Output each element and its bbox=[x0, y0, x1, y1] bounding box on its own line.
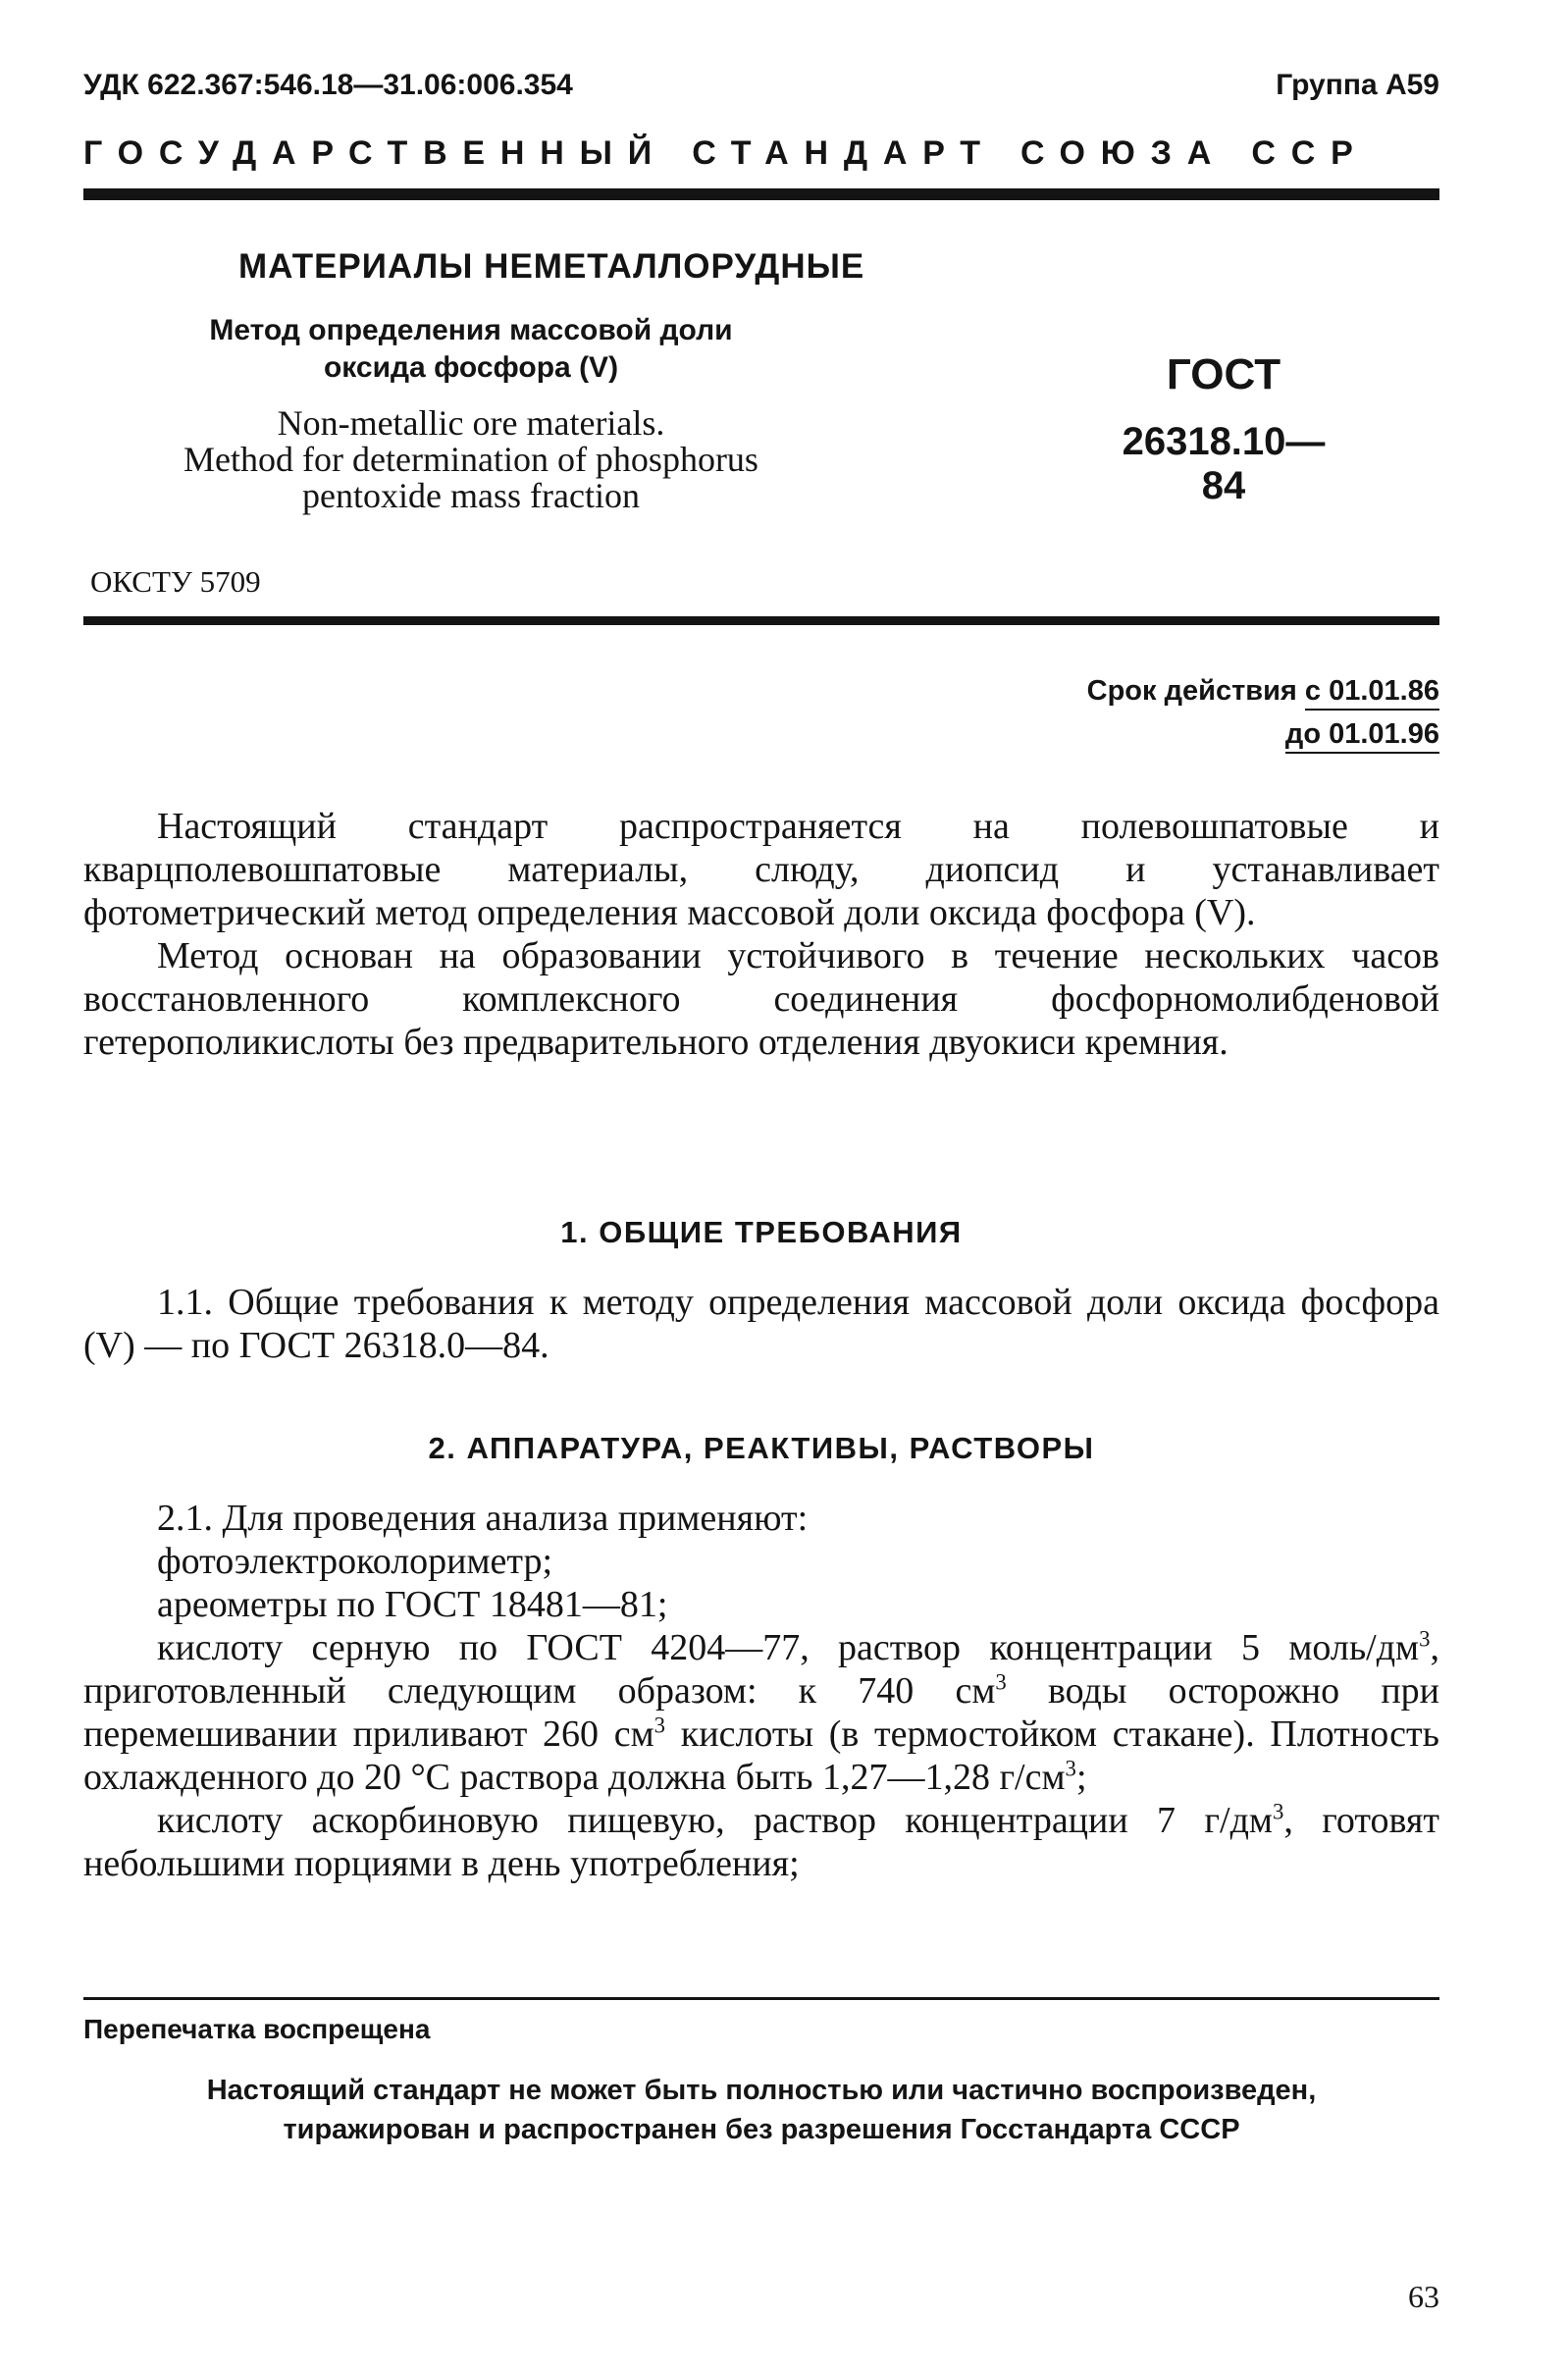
footer-rule bbox=[83, 1997, 1439, 2000]
list-item-areometers: ареометры по ГОСТ 18481—81; bbox=[157, 1584, 668, 1625]
list-item-ascorbic-acid bbox=[83, 1799, 1439, 1885]
subtitle-en-line-2: Method for determination of phosphorus bbox=[183, 440, 758, 479]
subtitle-en-line-1: Non-metallic ore materials. bbox=[277, 403, 665, 443]
ascorbic-acid-text-b: , готовят небольшими порциями в день употребления; bbox=[83, 1800, 1439, 1884]
sup-3: 3 bbox=[1065, 1756, 1076, 1781]
validity-to: до 01.01.96 bbox=[1285, 718, 1439, 754]
validity-from: с 01.01.86 bbox=[1305, 675, 1439, 711]
intro-text bbox=[83, 805, 1439, 1064]
section-1-text bbox=[83, 1281, 1439, 1367]
sup-3: 3 bbox=[995, 1669, 1007, 1695]
validity-prefix: Срок действия bbox=[1086, 675, 1305, 707]
middle-thick-rule bbox=[83, 616, 1439, 625]
validity-period bbox=[1087, 669, 1439, 756]
sulfuric-acid-text-c: воды осторожно при перемешивании приливают 260 см bbox=[83, 1670, 1439, 1755]
subtitle-ru bbox=[196, 312, 746, 387]
sulfuric-acid-text-e: ; bbox=[1075, 1757, 1087, 1798]
subtitle-en-line-3: pentoxide mass fraction bbox=[302, 476, 640, 515]
sup-3: 3 bbox=[653, 1713, 666, 1738]
section-1-heading: 1. ОБЩИЕ ТРЕБОВАНИЯ bbox=[560, 1215, 963, 1249]
gov-standard-banner: ГОСУДАРСТВЕННЫЙ СТАНДАРТ СОЮЗА ССР bbox=[83, 134, 1369, 172]
list-item-sulfuric-acid bbox=[83, 1626, 1439, 1799]
page-number: 63 bbox=[1408, 2279, 1439, 2314]
group-code: Группа А59 bbox=[1276, 69, 1439, 101]
sulfuric-acid-text-b: , приготовленный следующим образом: к 740 см bbox=[83, 1627, 1439, 1712]
copyright-notice-line-1: Настоящий стандарт не может быть полностью или частично воспроизведен, bbox=[206, 2075, 1317, 2106]
intro-paragraph-2: Метод основан на образовании устойчивого в течение нескольких часов восстановленного комплексного соединения фосфорномолибденовой гетерополикислоты без предварительного отделения двуокиси кремния. bbox=[83, 935, 1439, 1063]
subtitle-ru-line-2: оксида фосфора (V) bbox=[323, 351, 619, 384]
section-1-paragraph-1: 1.1. Общие требования к методу определения массовой доли оксида фосфора (V) — по ГОСТ 26318.0—84. bbox=[83, 1282, 1439, 1366]
section-2-paragraph-1: 2.1. Для проведения анализа применяют: bbox=[157, 1498, 809, 1539]
copyright-notice bbox=[83, 2071, 1439, 2149]
okstu-code: ОКСТУ 5709 bbox=[90, 564, 261, 599]
list-item-photocolorimeter: фотоэлектроколориметр; bbox=[157, 1541, 553, 1582]
gost-label: ГОСТ bbox=[1166, 350, 1281, 398]
sulfuric-acid-text-a: кислоту серную по ГОСТ 4204—77, раствор концентрации 5 моль/дм bbox=[157, 1627, 1420, 1668]
sup-3: 3 bbox=[1419, 1626, 1431, 1652]
ascorbic-acid-text-a: кислоту аскорбиновую пищевую, раствор концентрации 7 г/дм bbox=[157, 1800, 1273, 1841]
section-2-heading: 2. АППАРАТУРА, РЕАКТИВЫ, РАСТВОРЫ bbox=[428, 1431, 1095, 1465]
sup-3: 3 bbox=[1272, 1799, 1284, 1824]
sulfuric-acid-text-d: кислоты (в термостойком стакане). Плотность охлажденного до 20 °С раствора должна быть 1,27—1,28 г/см bbox=[83, 1713, 1439, 1798]
reprint-notice: Перепечатка воспрещена bbox=[83, 2014, 431, 2044]
copyright-notice-line-2: тиражирован и распространен без разрешения Госстандарта СССР bbox=[283, 2114, 1240, 2145]
section-2-text bbox=[83, 1497, 1439, 1885]
intro-paragraph-1: Настоящий стандарт распространяется на полевошпатовые и кварцполевошпатовые материалы, слюду, диопсид и устанавливает фотометрический метод определения массовой доли оксида фосфора (V). bbox=[83, 806, 1439, 933]
subtitle-ru-line-1: Метод определения массовой доли bbox=[209, 314, 733, 346]
udk-code: УДК 622.367:546.18—31.06:006.354 bbox=[83, 69, 573, 101]
top-thick-rule bbox=[83, 188, 1439, 200]
subtitle-en bbox=[157, 405, 785, 514]
title-ru: МАТЕРИАЛЫ НЕМЕТАЛЛОРУДНЫЕ bbox=[238, 247, 865, 286]
gost-number: 26318.10—84 bbox=[1122, 420, 1326, 507]
